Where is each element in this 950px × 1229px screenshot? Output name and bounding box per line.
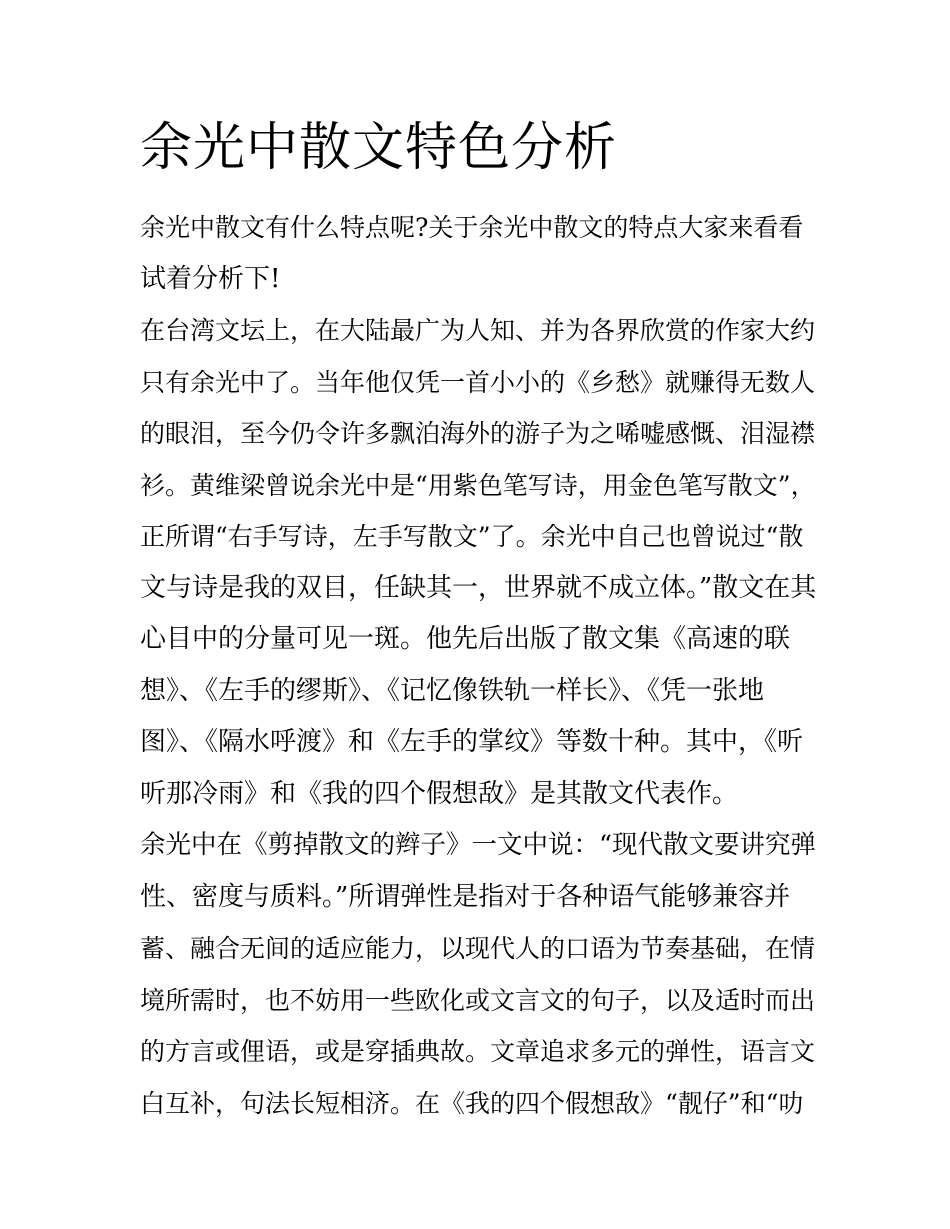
text-line: 余光中在《剪掉散文的辫子》一文中说：“现代散文要讲究弹: [140, 830, 816, 860]
text-line: 在台湾文坛上，在大陆最广为人知、并为各界欣赏的作家大约: [140, 316, 816, 345]
document-title: 余光中散文特色分析: [140, 118, 618, 178]
document-page: [140, 112, 816, 1129]
text-line: 衫。黄维梁曾说余光中是“用紫色笔写诗，用金色笔写散文”，: [140, 470, 816, 500]
text-line: 蓄、融合无间的适应能力，以现代人的口语为节奏基础，在情: [140, 934, 816, 963]
text-line: 性、密度与质料。”所谓弹性是指对于各种语气能够兼容并: [140, 881, 791, 912]
text-line: 想》、《左手的缪斯》、《记忆像铁轨一样长》、《凭一张地: [140, 675, 765, 706]
paragraph-intro: [140, 202, 816, 305]
text-line: 听那冷雨》和《我的四个假想敌》是其散文代表作。: [140, 778, 739, 809]
paragraph-analysis: [140, 820, 816, 1129]
text-line: 的方言或俚语，或是穿插典故。文章追求多元的弹性，语言文: [140, 1037, 816, 1066]
text-line: 只有余光中了。当年他仅凭一首小小的《乡愁》就赚得无数人: [140, 367, 816, 397]
text-line: 图》、《隔水呼渡》和《左手的掌纹》等数十种。其中，《听: [140, 727, 804, 757]
text-line: 正所谓“右手写诗，左手写散文”了。余光中自己也曾说过“散: [140, 522, 804, 551]
text-line: 心目中的分量可见一斑。他先后出版了散文集《高速的联: [140, 624, 791, 654]
text-line: 试着分析下!: [140, 263, 281, 294]
text-line: 白互补，句法长短相济。在《我的四个假想敌》“靓仔”和“叻: [140, 1088, 804, 1118]
paragraph-background: [140, 305, 816, 820]
text-line: 的眼泪，至今仍令许多飘泊海外的游子为之唏嘘感慨、泪湿襟: [140, 419, 816, 448]
text-line: 文与诗是我的双目，任缺其一，世界就不成立体。”散文在其: [140, 572, 816, 603]
document-body: [140, 202, 816, 1129]
text-line: 境所需时，也不妨用一些欧化或文言文的句子，以及适时而出: [140, 985, 816, 1015]
text-line: 余光中散文有什么特点呢?关于余光中散文的特点大家来看看: [140, 213, 804, 242]
